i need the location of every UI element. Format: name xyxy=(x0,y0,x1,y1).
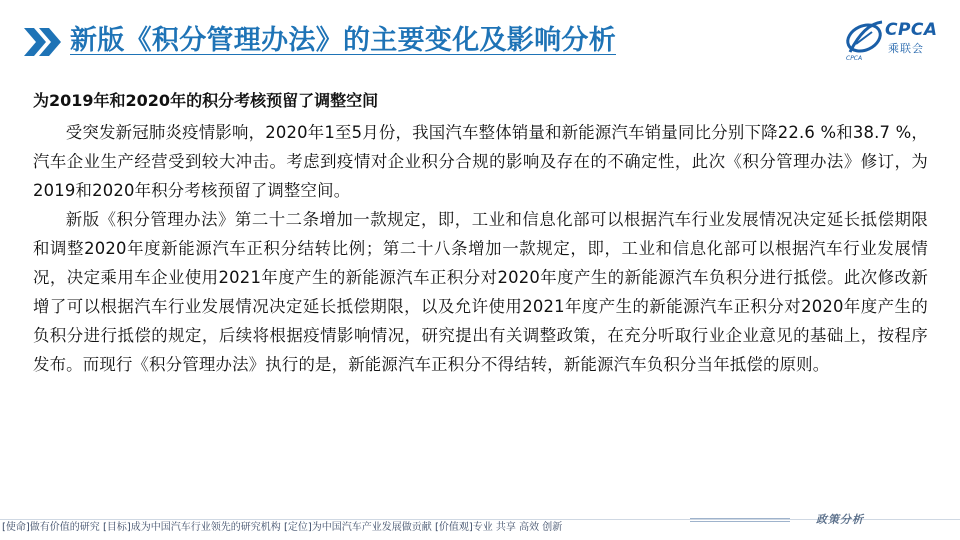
logo-sub-label: 乘联会 xyxy=(888,42,924,55)
footer-caption: [使命]做有价值的研究 [目标]成为中国汽车行业领先的研究机构 [定位]为中国汽车产业发展做贡献 [价值观]专业 共享 高效 创新 xyxy=(2,522,563,533)
slide-title: 新版《积分管理办法》的主要变化及影响分析 xyxy=(70,25,616,56)
double-chevron-right-icon xyxy=(22,26,64,58)
paragraph-2: 新版《积分管理办法》第二十二条增加一款规定，即，工业和信息化部可以根据汽车行业发展情况决定延长抵偿期限和调整2020年度新能源汽车正积分结转比例；第二十八条增加一款规定，即，工业和信息化部可以根据汽车行业发展情况，决定乘用车企业使用2021年度产生的新能源汽车正积分对2020年度产生的新能源汽车负积分进行抵偿。此次修改新增了可以根据汽车行业发展情况决定延长抵偿期限，以及允许使用2021年度产生的新能源汽车正积分对2020年度产生的负积分进行抵偿的规定，后续将根据疫情影响情况，研究提出有关调整政策，在充分听取行业企业意见的基础上，按程序发布。而现行《积分管理办法》执行的是，新能源汽车正积分不得结转，新能源汽车负积分当年抵偿的原则。 xyxy=(33,210,928,374)
logo-name: CPCA xyxy=(885,20,938,40)
paragraph-1: 受突发新冠肺炎疫情影响，2020年1至5月份，我国汽车整体销量和新能源汽车销量同比分别下降22.6 %和38.7 %，汽车企业生产经营受到较大冲击。考虑到疫情对企业积分合规的影响及存在的不确定性，此次《积分管理办法》修订，为2019和2020年积分考核预留了调整空间。 xyxy=(33,123,928,200)
footer-tag: 政策分析 xyxy=(816,513,864,526)
logo-small-label: CPCA xyxy=(846,55,863,62)
slide-header xyxy=(0,0,960,72)
main-content xyxy=(33,88,928,379)
section-heading: 为2019年和2020年的积分考核预留了调整空间 xyxy=(33,91,379,110)
